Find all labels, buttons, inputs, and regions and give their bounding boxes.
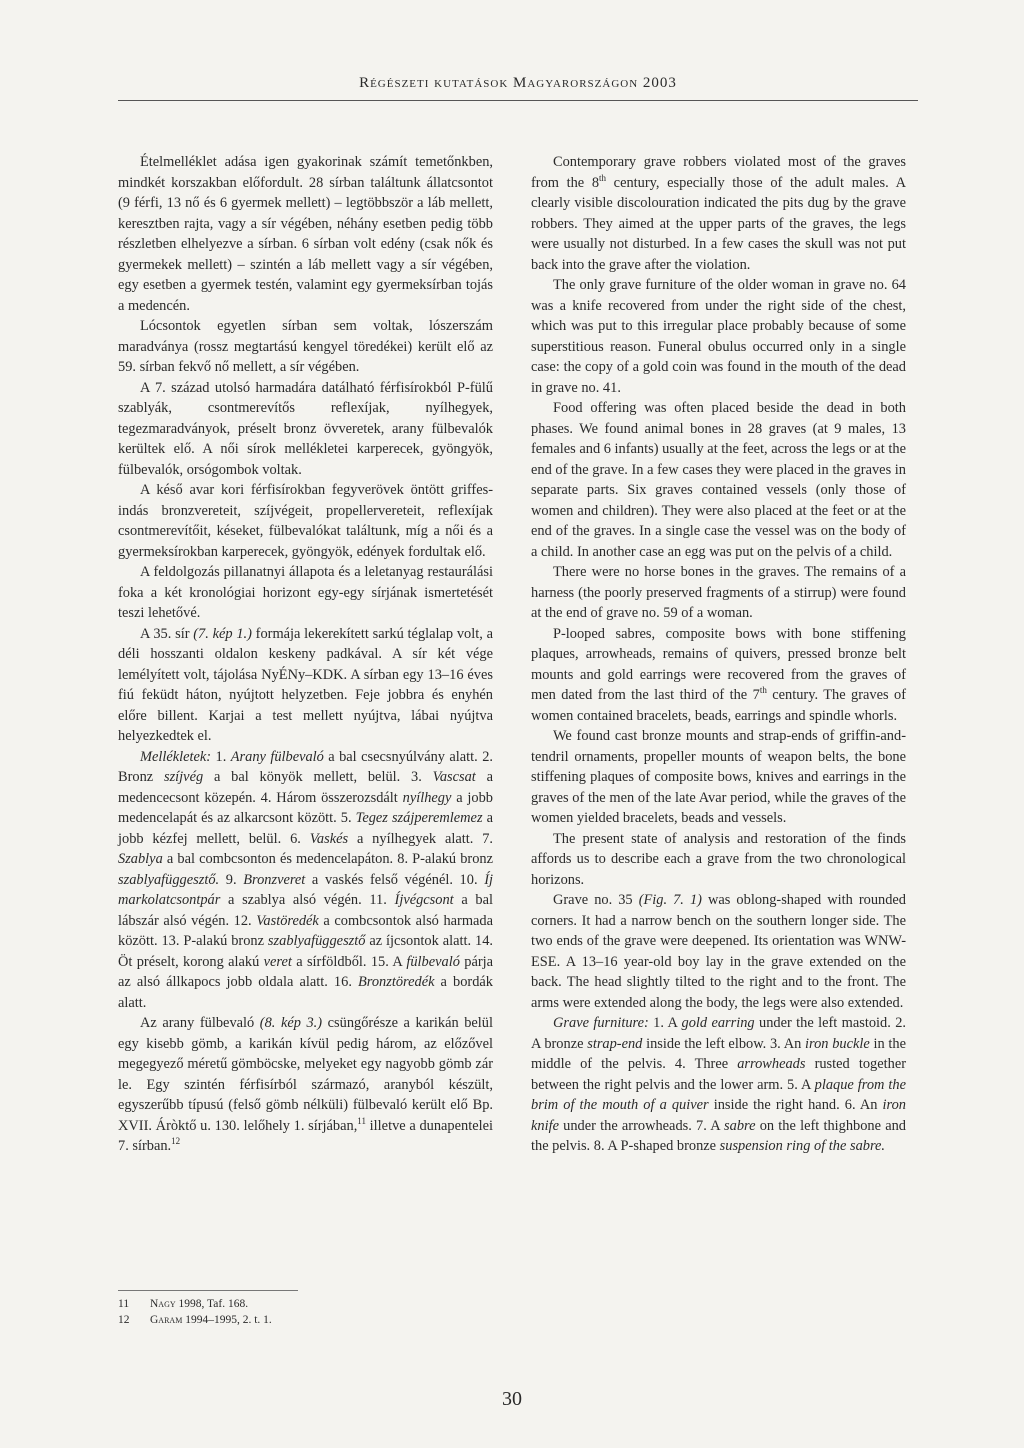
footnote-text: 1998, Taf. 168.	[175, 1298, 249, 1310]
paragraph: There were no horse bones in the graves. The remains of a harness (the poorly preserved fragments of a stirrup) were found at the end of grave no. 59 of a woman.	[531, 564, 906, 621]
paragraph: Food offering was often placed beside the dead in both phases. We found animal bones in 28 graves (at 9 males, 13 females and 6 infants) usually at the feet, across the legs or at the end of the grave. In a few cases they were placed in the graves in separate parts. Six graves contained vessels (only those of women and children). They were also placed at the feet or at the end of the graves. In a single case the vessel was on the body of a child. In another case an egg was put on the pelvis of a child.	[531, 400, 906, 560]
footnote-author: Nagy	[150, 1298, 176, 1310]
italic-text: (7. kép 1.)	[193, 625, 252, 642]
italic-text: Vascsat	[432, 769, 476, 785]
italic-text: fülbevaló	[406, 953, 460, 970]
italic-text: iron knife	[531, 1097, 906, 1134]
italic-text: Íj markolatcsontpár	[118, 871, 493, 908]
superscript: th	[759, 685, 767, 696]
paragraph: Grave no. 35 (Fig. 7. 1) was oblong-shaped with rounded corners. It had a narrow bench on the southern longer side. The two ends of the grave were deepened. Its orientation was WNW-ESE. A 13–16 year-old boy lay in the grave extended on the back. The head slightly tilted to the right and to the front. The arms were extended along the body, the legs were also extended.	[531, 892, 906, 1011]
superscript: 12	[171, 1136, 181, 1147]
paragraph: Lócsontok egyetlen sírban sem voltak, lószerszám maradványa (rossz megtartású kengyel töredékei) került elő az 59. sírban fekvő nő mellett, a sír végében.	[118, 318, 493, 375]
italic-text: Szablya	[118, 851, 163, 867]
paragraph: P-looped sabres, composite bows with bone stiffening plaques, arrowheads, remains of quivers, pressed bronze belt mounts and gold earrings were recovered from the graves of men dated from the last third of the 7th century. The graves of women contained bracelets, beads, earrings and spindle whorls.	[531, 625, 906, 724]
italic-text: szíjvég	[163, 769, 204, 785]
italic-text: Bronzveret	[243, 871, 306, 888]
italic-text: plaque from the brim of the mouth of a quiver	[531, 1076, 906, 1113]
italic-text: (8. kép 3.)	[259, 1015, 323, 1031]
superscript: th	[599, 172, 607, 183]
footnotes	[118, 1296, 498, 1328]
paragraph: Mellékletek: 1. Arany fülbevaló a bal csecsnyúlvány alatt. 2. Bronz szíjvég a bal könyök mellett, belül. 3. Vascsat a medencecsont közepén. 4. Három összerozsdált nyílhegy a jobb medencelapát és az alkarcsont között. 5. Tegez szájperemlemez a jobb kézfej mellett, belül. 6. Vaskés a nyílhegyek alatt. 7. Szablya a bal combcsonton és medencelapáton. 8. P-alakú bronz szablyafüggesztő. 9. Bronzveret a vaskés felső végénél. 10. Íj markolatcsontpár a szablya alsó végén. 11. Íjvégcsont a bal lábszár alsó végén. 12. Vastöredék a combcsontok alsó harmada között. 13. P-alakú bronz szablyafüggesztő az íjcsontok alatt. 14. Öt préselt, korong alakú veret a sírföldből. 15. A fülbevaló párja az alsó állkapocs jobb oldala alatt. 16. Bronztöredék a bordák alatt.	[118, 748, 494, 1011]
paragraph: A késő avar kori férfisírokban fegyverövek öntött griffes-indás bronzvereteit, szíjvégeit, propellervereteit, reflexíjak csontmerevítőit, késeket, fülbevalókat találtunk, míg a női és a gyermeksírokban karperecek, gyöngyök, edények fordultak elő.	[118, 482, 493, 560]
superscript: 11	[357, 1115, 366, 1126]
italic-text: (Fig. 7. 1)	[638, 892, 702, 908]
footnote-rule	[118, 1290, 298, 1291]
italic-text: veret	[263, 953, 292, 970]
paragraph: Az arany fülbevaló (8. kép 3.) csüngőrésze a karikán belül egy kisebb gömb, a karikán kívül pedig három, az előzővel megegyező méretű gömböcske, melyeket egy nagyobb gömb zár le. Egy szintén férfisírból származó, aranyból készült, egyszerűbb típusú (felső gömb nélküli) fülbevaló került elő Bp. XVII. Áròktő u. 130. lelőhely 1. sírjában,$^{11}$ illetve a dunapentelei 7. sírban.$^{12}$	[118, 1015, 493, 1154]
hungarian-text-column	[118, 152, 493, 1157]
italic-text: gold earring	[681, 1015, 755, 1031]
paragraph: Ételmelléklet adása igen gyakorinak számít temetőnkben, mindkét korszakban előfordult. 28 sírban találtunk állatcsontot (9 férfi, 13 nő és 6 gyermek mellett) – legtöbbször a láb mellett, keresztben rajta, vagy a sír végében, néhány esetben pedig több részletben elhelyezve a sírban. 6 sírban volt edény (csak nők és gyermekek mellett) – szintén a láb mellett vagy a sír végében, egy esetben a gyermek testén, valamint egy gyermeksírban tojás a medencén.	[118, 154, 493, 314]
italic-text: Grave furniture:	[553, 1015, 649, 1031]
paragraph: We found cast bronze mounts and strap-ends of griffin-and-tendril ornaments, propeller mounts of weapon belts, the bone stiffening plaques of composite bows, knives and earrings in the graves of the men of the late Avar period, while the graves of the women yielded bracelets, beads and vessels.	[531, 728, 906, 826]
italic-text: sabre	[724, 1117, 756, 1134]
english-text-column	[531, 152, 906, 1157]
italic-text: iron buckle	[805, 1035, 870, 1052]
italic-text: Vaskés	[309, 830, 349, 847]
italic-text: Vastöredék	[256, 912, 319, 929]
italic-text: Íjvégcsont	[394, 892, 454, 908]
italic-text: strap-end	[587, 1035, 643, 1052]
italic-text: Mellékletek:	[140, 748, 212, 765]
footnote	[118, 1312, 498, 1328]
footnote-number: 11	[118, 1298, 130, 1310]
page-number: 30	[502, 1388, 522, 1410]
footnote-number: 12	[118, 1314, 130, 1326]
paragraph: A 7. század utolsó harmadára datálható férfisírokból P-fülű szablyák, csontmerevítős reflexíjak, nyílhegyek, tegezmaradványok, préselt bronz övveretek, arany fülbevalók kerültek elő. A női sírok mellékletei karperecek, gyöngyök, fülbevalók, orsógombok voltak.	[118, 379, 493, 478]
italic-text: nyílhegy	[402, 789, 452, 806]
header-rule	[118, 100, 918, 101]
paragraph: Contemporary grave robbers violated most of the graves from the 8th century, especially those of the adult males. A clearly visible discolouration indicated the pits dug by the grave robbers. They aimed at the upper parts of the graves, the legs were usually not disturbed. In a few cases the skull was not put back into the grave after the violation.	[531, 154, 906, 273]
italic-text: szablyafüggesztő.	[118, 871, 220, 888]
paragraph: Grave furniture: 1. A gold earring under the left mastoid. 2. A bronze strap-end inside the left elbow. 3. An iron buckle in the middle of the pelvis. 4. Three arrowheads rusted together between the right pelvis and the lower arm. 5. A plaque from the brim of the mouth of a quiver inside the right hand. 6. An iron knife under the arrowheads. 7. A sabre on the left thighbone and the pelvis. 8. A P-shaped bronze suspension ring of the sabre.	[531, 1015, 906, 1154]
paragraph: A 35. sír (7. kép 1.) formája lekerekített sarkú téglalap volt, a déli hosszanti oldalon keskeny padkával. A sír két vége lemélyített volt, tájolása NyÉNy–KDK. A sírban egy 13–16 éves fiú feküdt háton, nyújtott helyzetben. Feje jobbra és enyhén előre billent. Karjai a test mellett nyújtva, lábai nyújtva helyezkedtek el.	[118, 625, 493, 744]
footnote	[118, 1296, 498, 1312]
italic-text: Arany fülbevaló	[230, 748, 324, 765]
running-header: Régészeti kutatások Magyarországon 2003	[359, 75, 677, 91]
paragraph: The only grave furniture of the older woman in grave no. 64 was a knife recovered from under the right side of the chest, which was put to this irregular place probably because of some superstitious reason. Funeral obulus occurred only in a single case: the copy of a gold coin was found in the mouth of the dead in grave no. 41.	[531, 277, 906, 396]
italic-text: szablyafüggesztő	[267, 933, 366, 949]
italic-text: arrowheads	[737, 1056, 806, 1072]
italic-text: Bronztöredék	[358, 974, 435, 990]
footnote-text: 1994–1995, 2. t. 1.	[182, 1314, 272, 1326]
paragraph: A feldolgozás pillanatnyi állapota és a leletanyag restaurálási foka a két kronológiai horizont egy-egy sírjának ismertetését teszi lehetővé.	[118, 564, 493, 621]
italic-text: suspension ring of the sabre.	[719, 1138, 886, 1154]
footnote-author: Garam	[150, 1314, 183, 1326]
paragraph: The present state of analysis and restoration of the finds affords us to describe each a grave from the two chronological horizons.	[531, 830, 906, 888]
italic-text: Tegez szájperemlemez	[355, 810, 483, 826]
